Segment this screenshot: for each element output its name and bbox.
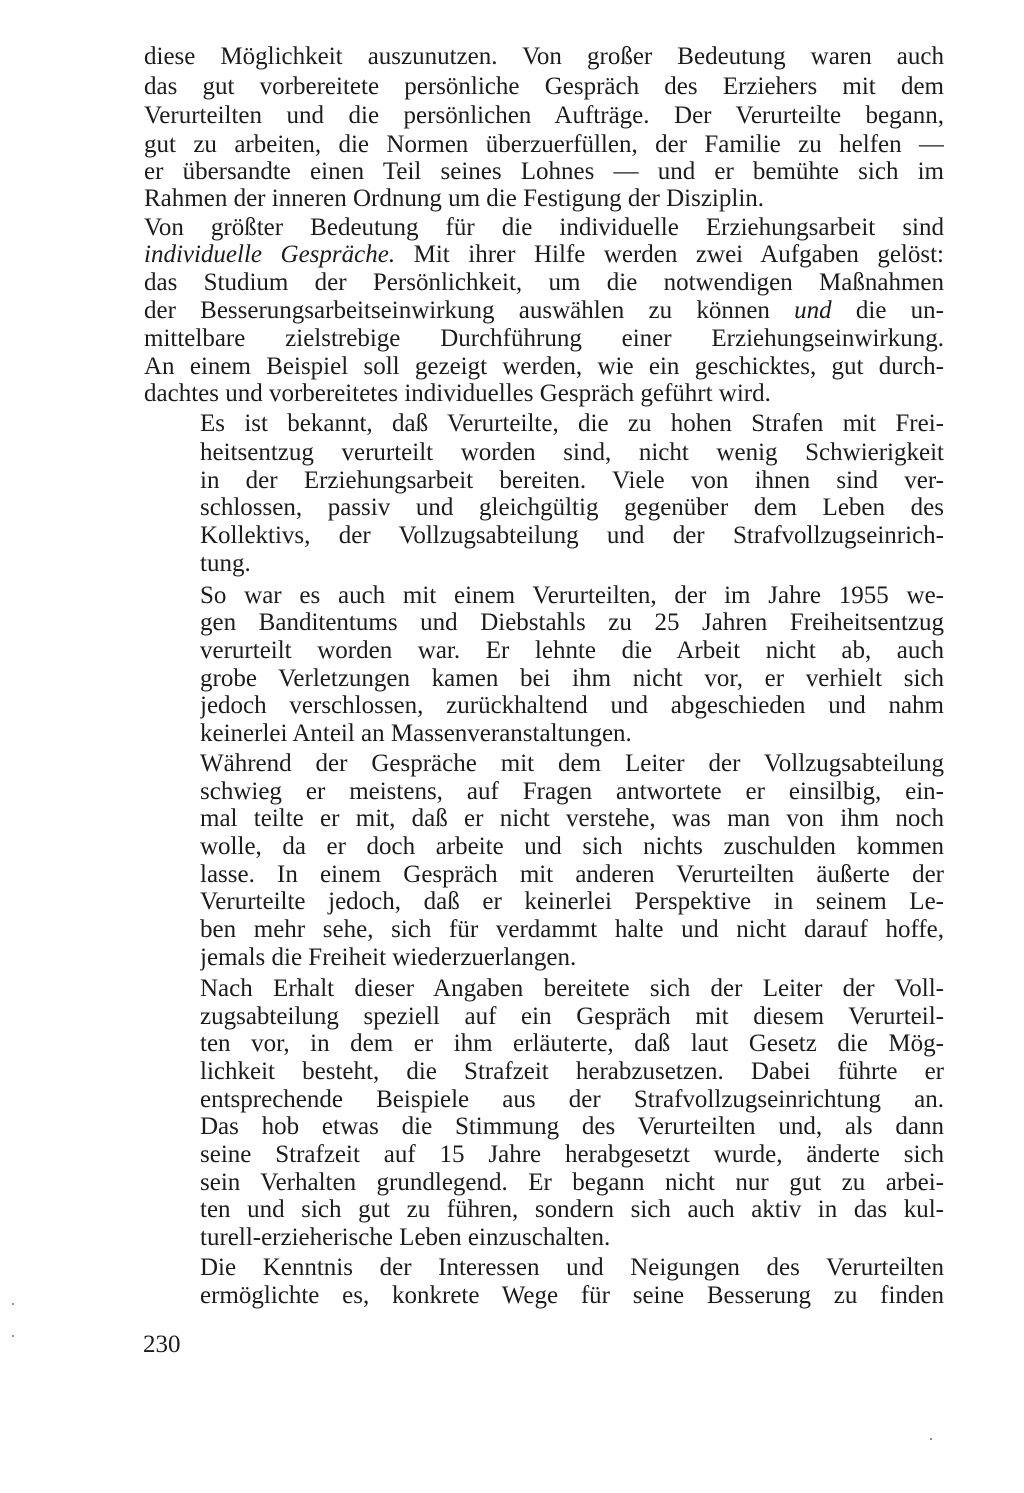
text-line: Es ist bekannt, daß Verurteilte, die zu hohen Strafen mit Frei-: [200, 410, 944, 437]
scan-speck: [12, 1335, 14, 1337]
text-line: gut zu arbeiten, die Normen überzuerfüllen, der Familie zu helfen —: [144, 131, 944, 158]
text-line: entsprechende Beispiele aus der Strafvollzugseinrichtung an.: [200, 1086, 944, 1113]
text-line: So war es auch mit einem Verurteilten, der im Jahre 1955 we-: [200, 582, 944, 609]
text-line: sein Verhalten grundlegend. Er begann nicht nur gut zu arbei-: [200, 1169, 944, 1196]
text-line: seine Strafzeit auf 15 Jahre herabgesetzt wurde, änderte sich: [200, 1141, 944, 1168]
text-line: grobe Verletzungen kamen bei ihm nicht vor, er verhielt sich: [200, 665, 944, 692]
text-span: der Besserungsarbeitseinwirkung auswählen zu können: [144, 297, 795, 324]
text-line: Verurteilte jedoch, daß er keinerlei Perspektive in seinem Le-: [200, 888, 944, 915]
scan-speck: [12, 1303, 14, 1305]
text-line: jedoch verschlossen, zurückhaltend und abgeschieden und nahm: [200, 692, 944, 719]
text-line: Von größter Bedeutung für die individuelle Erziehungsarbeit sind: [144, 214, 944, 241]
text-line: tung.: [200, 550, 251, 577]
text-line: lasse. In einem Gespräch mit anderen Verurteilten äußerte der: [200, 861, 944, 888]
text-line: Kollektivs, der Vollzugsabteilung und der Strafvollzugseinrich-: [200, 522, 944, 549]
text-line: turell-erzieherische Leben einzuschalten.: [200, 1224, 611, 1251]
text-line: Während der Gespräche mit dem Leiter der Vollzugsabteilung: [200, 750, 944, 777]
text-line: keinerlei Anteil an Massenveranstaltungen.: [200, 720, 632, 747]
text-line: schlossen, passiv und gleichgültig gegenüber dem Leben des: [200, 494, 944, 521]
text-line: Das hob etwas die Stimmung des Verurteilten und, als dann: [200, 1113, 944, 1140]
text-line: ten vor, in dem er ihm erläuterte, daß laut Gesetz die Mög-: [200, 1030, 944, 1057]
text-line: ermöglichte es, konkrete Wege für seine Besserung zu finden: [200, 1282, 944, 1309]
text-line: zugsabteilung speziell auf ein Gespräch mit diesem Verurteil-: [200, 1003, 944, 1030]
text-line: das Studium der Persönlichkeit, um die notwendigen Maßnahmen: [144, 269, 944, 296]
text-line: heitsentzug verurteilt worden sind, nicht wenig Schwierigkeit: [200, 439, 944, 466]
scan-speck: [930, 1438, 932, 1440]
page-number: 230: [143, 1331, 181, 1358]
text-line: mittelbare zielstrebige Durchführung einer Erziehungseinwirkung.: [144, 325, 944, 352]
text-line: das gut vorbereitete persönliche Gespräch des Erziehers mit dem: [144, 73, 944, 100]
text-line: ten und sich gut zu führen, sondern sich auch aktiv in das kul-: [200, 1196, 944, 1223]
text-line: in der Erziehungsarbeit bereiten. Viele von ihnen sind ver-: [200, 467, 944, 494]
text-line: Verurteilten und die persönlichen Aufträge. Der Verurteilte begann,: [144, 102, 944, 129]
text-span: die un-: [831, 297, 944, 324]
text-line: Rahmen der inneren Ordnung um die Festigung der Disziplin.: [144, 185, 765, 212]
text-line: ben mehr sehe, sich für verdammt halte und nicht darauf hoffe,: [200, 916, 944, 943]
text-line: er übersandte einen Teil seines Lohnes — und er bemühte sich im: [144, 158, 944, 185]
text-line: verurteilt worden war. Er lehnte die Arbeit nicht ab, auch: [200, 637, 944, 664]
text-line: gen Banditentums und Diebstahls zu 25 Jahren Freiheitsentzug: [200, 609, 944, 636]
italic-term: individuelle Gespräche.: [144, 241, 396, 268]
text-span: Mit ihrer Hilfe werden zwei Aufgaben gelöst:: [395, 241, 944, 268]
text-line: diese Möglichkeit auszunutzen. Von großer Bedeutung waren auch: [144, 43, 944, 70]
text-line-mixed: [144, 296, 944, 326]
text-line-mixed: [144, 240, 944, 270]
text-line: wolle, da er doch arbeite und sich nichts zuschulden kommen: [200, 833, 944, 860]
text-line: lichkeit besteht, die Strafzeit herabzusetzen. Dabei führte er: [200, 1058, 944, 1085]
text-line: dachtes und vorbereitetes individuelles Gespräch geführt wird.: [144, 380, 771, 407]
italic-term: und: [794, 297, 832, 324]
text-line: Die Kenntnis der Interessen und Neigungen des Verurteilten: [200, 1254, 944, 1281]
text-line: Nach Erhalt dieser Angaben bereitete sich der Leiter der Voll-: [200, 975, 944, 1002]
text-line: mal teilte er mit, daß er nicht verstehe, was man von ihm noch: [200, 805, 944, 832]
text-line: jemals die Freiheit wiederzuerlangen.: [200, 944, 577, 971]
text-line: schwieg er meistens, auf Fragen antwortete er einsilbig, ein-: [200, 778, 944, 805]
text-line: An einem Beispiel soll gezeigt werden, wie ein geschicktes, gut durch-: [144, 353, 944, 380]
